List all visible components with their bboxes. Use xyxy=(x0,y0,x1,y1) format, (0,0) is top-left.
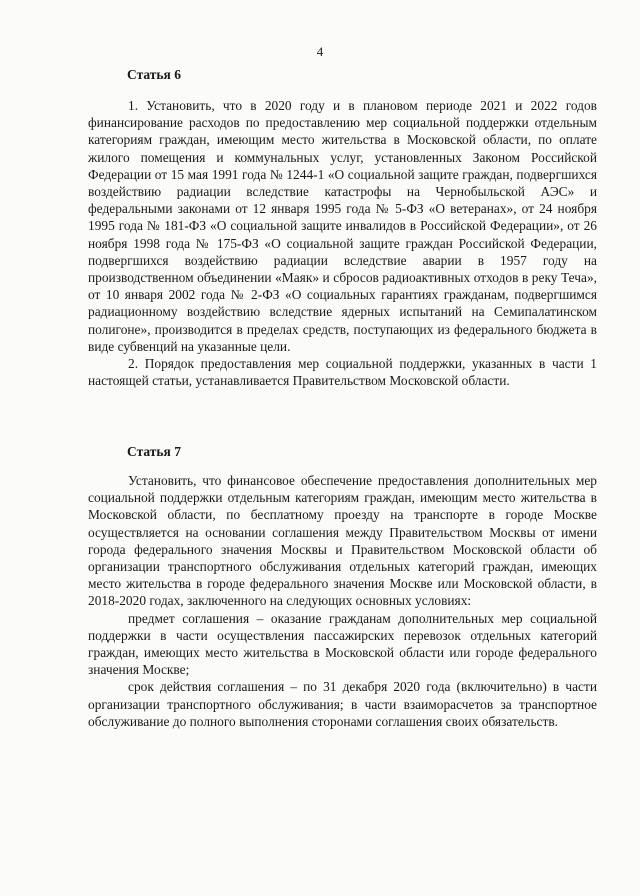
article-6-heading: Статья 6 xyxy=(127,67,181,82)
article-6-paragraph-1: 1. Установить, что в 2020 году и в плановом периоде 2021 и 2022 годов финансирование расходов по предоставлению мер социальной поддержки отдельным категориям граждан, имеющим место жительства в Московской области, по оплате жилого помещения и коммунальных услуг, установленных Законом Российской Федерации от 15 мая 1991 года № 1244-1 «О социальной защите граждан, подвергшихся воздействию радиации вследствие катастрофы на Чернобыльской АЭС» и федеральными законами от 12 января 1995 года № 5-ФЗ «О ветеранах», от 24 ноября 1995 года № 181-ФЗ «О социальной защите инвалидов в Российской Федерации», от 26 ноября 1998 года № 175-ФЗ «О социальной защите граждан Российской Федерации, подвергшихся воздействию радиации вследствие аварии в 1957 году на производственном объединении «Маяк» и сбросов радиоактивных отходов в реку Теча», от 10 января 2002 года № 2-ФЗ «О социальных гарантиях гражданам, подвергшимся радиационному воздействию вследствие ядерных испытаний на Семипалатинском полигоне», производится в пределах средств, поступающих из федерального бюджета в виде субвенций на указанные цели. xyxy=(88,98,597,354)
article-7-paragraph-1: Установить, что финансовое обеспечение предоставления дополнительных мер социальной поддержки отдельным категориям граждан, имеющим место жительства в Московской области, по бесплатному проезду на транспорте в городе Москве осуществляется на основании соглашения между Правительством Москвы от имени города федерального значения Москвы и Правительством Московской области об организации транспортного обслуживания отдельных категорий граждан, имеющих место жительства в городе федерального значения Москве или Московской области, в 2018-2020 годах, заключенного на следующих основных условиях: xyxy=(88,473,597,609)
article-6-body xyxy=(88,97,597,389)
article-7-heading: Статья 7 xyxy=(127,444,181,459)
article-7-paragraph-3: срок действия соглашения – по 31 декабря 2020 года (включительно) в части организации транспортного обслуживания; в части взаиморасчетов за транспортное обслуживание до полного выполнения сторонами соглашения своих обязательств. xyxy=(88,679,597,729)
page-number: 4 xyxy=(316,44,324,59)
article-7-body xyxy=(88,472,597,730)
article-6-paragraph-2: 2. Порядок предоставления мер социальной поддержки, указанных в части 1 настоящей статьи, устанавливается Правительством Московской области. xyxy=(88,356,597,389)
article-7-paragraph-2: предмет соглашения – оказание гражданам дополнительных мер социальной поддержки в части осуществления пассажирских перевозок отдельных категорий граждан, имеющих место жительства в Московской области или городе федерального значения Москве; xyxy=(88,610,597,678)
